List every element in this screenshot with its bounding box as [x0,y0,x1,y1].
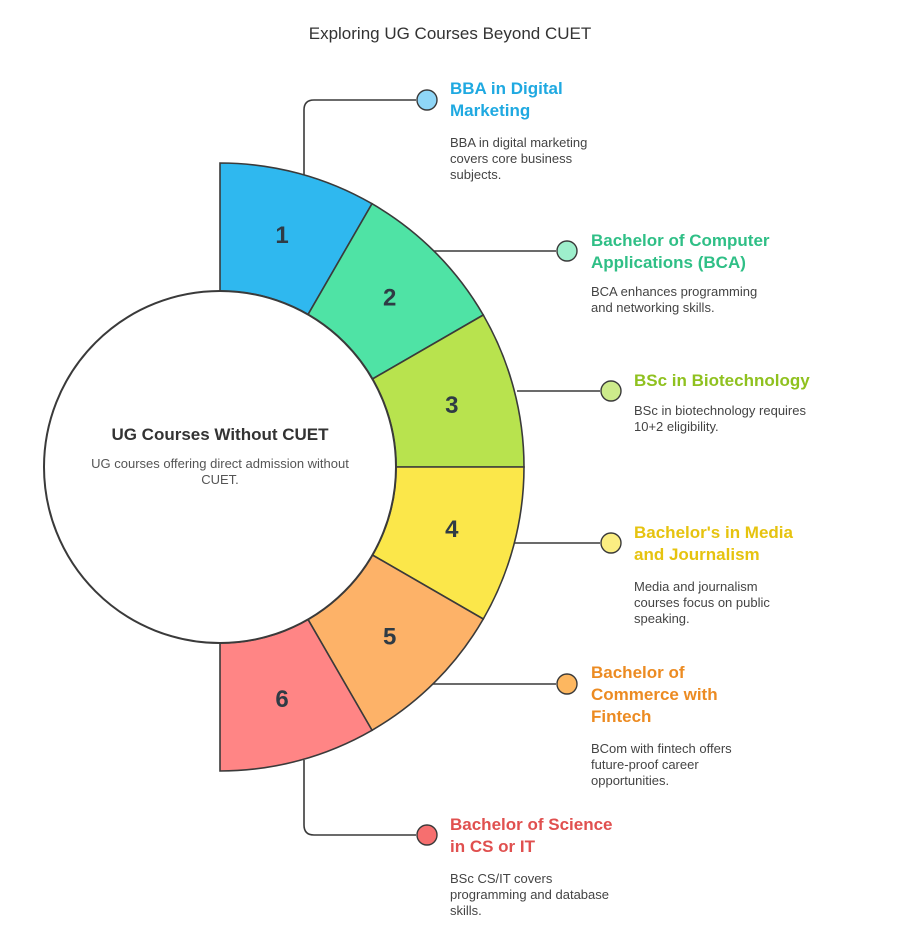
dot-6 [417,825,437,845]
dot-2 [557,241,577,261]
diagram-title: Exploring UG Courses Beyond CUET [308,24,592,43]
item-4-description: Media and journalism courses focus on public speaking. [634,579,770,626]
segment-number-5: 5 [383,623,397,651]
dot-5 [557,674,577,694]
item-4-title: Bachelor's in Media and Journalism [634,523,793,564]
dot-3 [601,381,621,401]
segment-number-2: 2 [383,284,397,312]
dot-4 [601,533,621,553]
item-2-description: BCA enhances programming and networking skills. [591,284,758,315]
segment-number-1: 1 [275,222,289,250]
connector-line-1 [304,100,416,175]
item-2-title: Bachelor of Computer Applications (BCA) [591,231,770,272]
item-3-description: BSc in biotechnology requires 10+2 eligibility. [634,403,806,434]
segment-number-6: 6 [275,685,289,713]
item-1-title: BBA in Digital Marketing [450,79,563,120]
item-6-title: Bachelor of Science in CS or IT [450,815,613,856]
item-6-description: BSc CS/IT covers programming and database skills. [450,871,609,918]
center-title: UG Courses Without CUET [111,425,329,444]
item-3-title: BSc in Biotechnology [634,371,810,390]
item-5-title: Bachelor of Commerce with Fintech [591,663,718,726]
connector-line-6 [304,760,416,835]
dot-1 [417,90,437,110]
segment-number-3: 3 [445,391,459,419]
item-1-description: BBA in digital marketing covers core business subjects. [450,135,588,182]
center-block [90,424,350,501]
segment-number-4: 4 [445,516,459,544]
center-description: UG courses offering direct admission without CUET. [91,456,349,487]
item-5-description: BCom with fintech offers future-proof career opportunities. [591,741,732,788]
